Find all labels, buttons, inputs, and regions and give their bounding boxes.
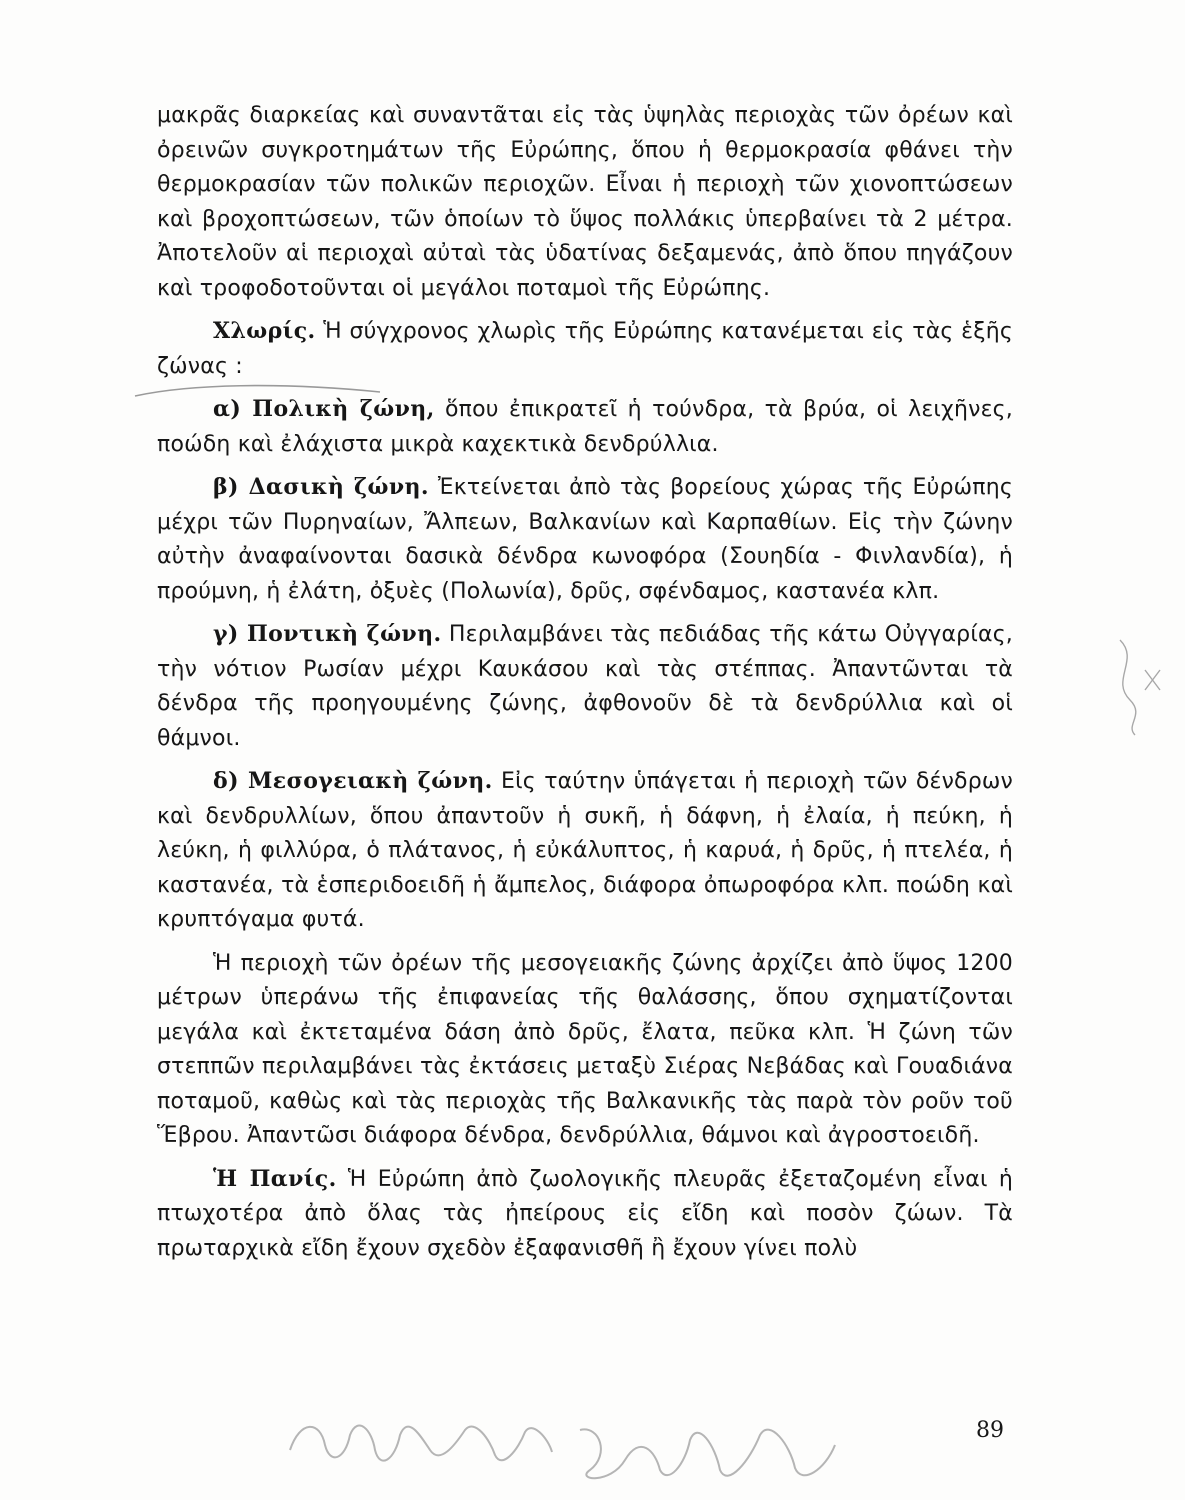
page-number: 89 bbox=[976, 1418, 1004, 1443]
paragraph-body: Ἐκτείνεται ἀπὸ τὰς βορείους χώρας τῆς Εὐρώπης μέχρι τῶν Πυρηναίων, Ἄλπεων, Βαλκανίων καὶ Καρπαθίων. Εἰς τὴν ζώνην αὐτὴν ἀναφαίνονται δασικὰ δένδρα κωνοφόρα (Σουηδία - Φινλανδία), ἡ προύμνη, ἡ ἐλάτη, ὀξυὲς (Πολωνία), δρῦς, σφένδαμος, καστανέα κλπ. bbox=[157, 475, 1013, 604]
margin-mark bbox=[1100, 630, 1170, 740]
paragraph-polar-zone bbox=[157, 392, 1013, 462]
paragraph-body: Ἡ σύγχρονος χλωρὶς τῆς Εὐρώπης κατανέμεται εἰς τὰς ἑξῆς ζώνας : bbox=[157, 319, 1013, 379]
paragraph-body: Περιλαμβάνει τὰς πεδιάδας τῆς κάτω Οὐγγαρίας, τὴν νότιον Ρωσίαν μέχρι Καυκάσου καὶ τὰς στέππας. Ἀπαντῶνται τὰ δένδρα τῆς προηγουμένης ζώνης, ἀφθονοῦν δὲ τὰ δενδρύλλια καὶ οἱ θάμνοι. bbox=[157, 622, 1013, 751]
paragraph-heading: Χλωρίς. bbox=[213, 318, 316, 344]
handwritten-note bbox=[280, 1390, 880, 1500]
paragraph-heading: Ἡ Πανίς. bbox=[213, 1165, 337, 1192]
paragraph-mountain-region bbox=[157, 946, 1013, 1154]
paragraph-heading: γ) Ποντικὴ ζώνη. bbox=[213, 621, 442, 647]
paragraph-body: Ἡ Εὐρώπη ἀπὸ ζωολογικῆς πλευρᾶς ἐξεταζομένη εἶναι ἡ πτωχοτέρα ἀπὸ ὅλας τὰς ἠπείρους εἰς εἴδη καὶ ποσὸν ζώων. Τὰ πρωταρχικὰ εἴδη ἔχουν σχεδὸν ἐξαφανισθῆ ἢ ἔχουν γίνει πολὺ bbox=[157, 1166, 1013, 1261]
paragraph-heading: β) Δασικὴ ζώνη. bbox=[213, 474, 429, 500]
paragraph-forest-zone bbox=[157, 470, 1013, 609]
paragraph-body: Ἡ περιοχὴ τῶν ὀρέων τῆς μεσογειακῆς ζώνης ἀρχίζει ἀπὸ ὕψος 1200 μέτρων ὑπεράνω τῆς ἐπιφανείας τῆς θαλάσσης, ὅπου σχηματίζονται μεγάλα καὶ ἐκτεταμένα δάση ἀπὸ δρῦς, ἔλατα, πεῦκα κλπ. Ἡ ζώνη τῶν στεππῶν περιλαμβάνει τὰς ἐκτάσεις μεταξὺ Σιέρας Νεβάδας καὶ Γουαδιάνα ποταμοῦ, καθὼς καὶ τὰς περιοχὰς τῆς Βαλκανικῆς τὰς παρὰ τὸν ροῦν τοῦ Ἕβρου. Ἀπαντῶσι διάφορα δένδρα, δενδρύλλια, θάμνοι καὶ ἀγροστοειδῆ. bbox=[157, 950, 1013, 1148]
paragraph-fauna bbox=[157, 1162, 1013, 1267]
body-text bbox=[157, 98, 1013, 1274]
paragraph-mountain-zone bbox=[157, 98, 1013, 306]
paragraph-flora bbox=[157, 314, 1013, 384]
paragraph-body: μακρᾶς διαρκείας καὶ συναντᾶται εἰς τὰς ὑψηλὰς περιοχὰς τῶν ὀρέων καὶ ὀρεινῶν συγκροτημάτων τῆς Εὐρώπης, ὅπου ἡ θερμοκρασία φθάνει τὴν θερμοκρασίαν τῶν πολικῶν περιοχῶν. Εἶναι ἡ περιοχὴ τῶν χιονοπτώσεων καὶ βροχοπτώσεων, τῶν ὁποίων τὸ ὕψος πολλάκις ὑπερβαίνει τὰ 2 μέτρα. Ἀποτελοῦν αἱ περιοχαὶ αὐταὶ τὰς ὑδατίνας δεξαμενάς, ἀπὸ ὅπου πηγάζουν καὶ τροφοδοτοῦνται οἱ μεγάλοι ποταμοὶ τῆς Εὐρώπης. bbox=[157, 103, 1013, 301]
paragraph-heading: δ) Μεσογειακὴ ζώνη. bbox=[213, 768, 493, 794]
paragraph-heading: α) Πολικὴ ζώνη, bbox=[213, 396, 435, 422]
paragraph-body: ὅπου ἐπικρατεῖ ἡ τούνδρα, τὰ βρύα, οἱ λειχῆνες, ποώδη καὶ ἐλάχιστα μικρὰ καχεκτικὰ δενδρύλλια. bbox=[157, 397, 1013, 457]
paragraph-body: Εἰς ταύτην ὑπάγεται ἡ περιοχὴ τῶν δένδρων καὶ δενδρυλλίων, ὅπου ἀπαντοῦν ἡ συκῆ, ἡ δάφνη, ἡ ἐλαία, ἡ πεύκη, ἡ λεύκη, ἡ φιλλύρα, ὁ πλάτανος, ἡ εὐκάλυπτος, ἡ καρυά, ἡ δρῦς, ἡ πτελέα, ἡ καστανέα, τὰ ἑσπεριδοειδῆ ἡ ἄμπελος, διάφορα ὀπωροφόρα κλπ. ποώδη καὶ κρυπτόγαμα φυτά. bbox=[157, 769, 1013, 932]
paragraph-pontic-zone bbox=[157, 617, 1013, 756]
paragraph-mediterranean-zone bbox=[157, 764, 1013, 938]
